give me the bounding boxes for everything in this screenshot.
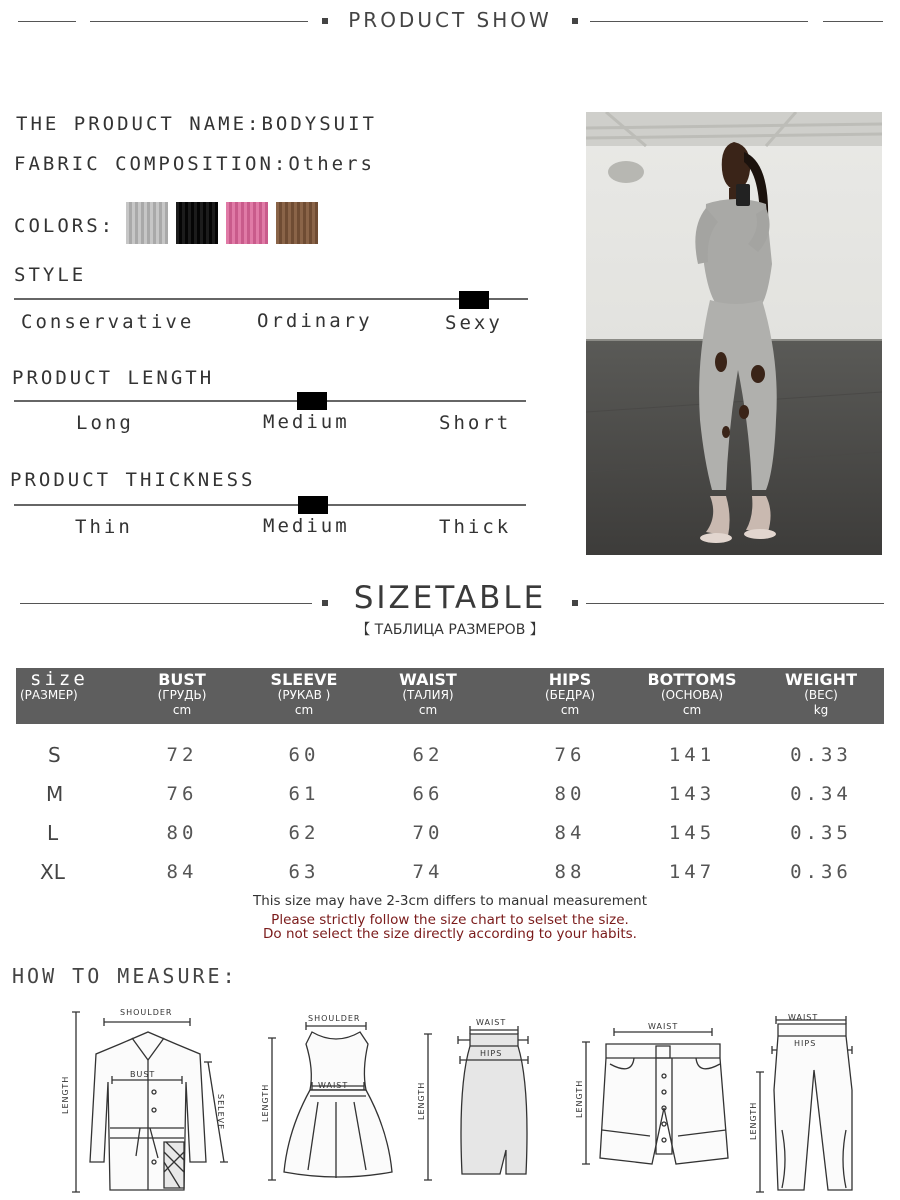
cell-sleeve: 60 [288, 744, 320, 766]
how-to-measure-title: HOW TO MEASURE: [12, 964, 238, 988]
model-photo-illustration [586, 112, 882, 555]
skirt-waist-label: WAIST [476, 1018, 507, 1027]
header-bottoms-sub: (ОСНОВА) [660, 688, 724, 702]
length-option-long: Long [76, 412, 134, 434]
thickness-title: PRODUCT THICKNESS [10, 469, 256, 491]
header-weight-unit: kg [813, 703, 829, 717]
style-title: STYLE [14, 264, 87, 286]
header-waist [342, 668, 514, 724]
header-hips-unit: cm [560, 703, 580, 717]
cell-hips: 80 [554, 782, 586, 805]
cell-size: S [48, 743, 61, 767]
fabric-value: Others [288, 153, 375, 175]
header-rule-left [18, 21, 76, 22]
warning-line-2: Do not select the size directly according to your habits. [263, 926, 637, 942]
header-waist-unit: cm [418, 703, 438, 717]
measurement-note: This size may have 2-3cm differs to manual measurement [252, 893, 648, 909]
sizetable-square-right [572, 600, 578, 606]
thickness-option-medium: Medium [263, 515, 350, 537]
length-scale-line [14, 400, 526, 402]
cell-size: L [47, 820, 59, 845]
product-photo [586, 112, 882, 555]
style-option-conservative: Conservative [21, 311, 195, 333]
cell-sleeve: 62 [288, 821, 320, 844]
skirt-hips-label: HIPS [480, 1049, 503, 1058]
cell-weight: 0.35 [790, 821, 852, 844]
pants-waist-label: WAIST [788, 1013, 819, 1022]
header-bottoms-unit: cm [682, 703, 702, 717]
cell-size: M [46, 781, 64, 806]
cell-bottoms: 143 [668, 782, 716, 805]
style-option-ordinary: Ordinary [257, 310, 373, 332]
cell-waist: 70 [412, 821, 444, 844]
sizetable-title: SIZETABLE [353, 580, 547, 616]
header-bust [98, 668, 266, 724]
header-bottoms-main: BOTTOMS [647, 670, 737, 689]
cell-bottoms: 147 [668, 860, 716, 883]
table-row [16, 774, 884, 813]
header-size [16, 668, 98, 724]
length-title: PRODUCT LENGTH [12, 367, 215, 389]
header-waist-sub: (ТАЛИЯ) [402, 688, 454, 702]
cell-hips: 88 [554, 860, 586, 883]
cell-weight: 0.33 [790, 744, 852, 766]
style-scale-line [14, 298, 528, 300]
shorts-waist-label: WAIST [648, 1022, 679, 1031]
skirt-length-label: LENGTH [417, 1081, 426, 1120]
cell-bust: 84 [166, 860, 198, 883]
length-marker [297, 392, 327, 410]
header-rule-left-long [90, 21, 308, 22]
jacket-measure-icon [58, 1002, 234, 1198]
color-swatch-pink[interactable] [226, 202, 268, 244]
thickness-option-thick: Thick [439, 516, 512, 538]
page-title: PRODUCT SHOW [348, 8, 552, 32]
cell-size: XL [40, 859, 65, 884]
header-size-main: size [30, 668, 88, 690]
sizetable-square-left [322, 600, 328, 606]
thickness-marker [298, 496, 328, 514]
cell-bust: 80 [166, 821, 198, 844]
cell-bust: 72 [166, 744, 198, 766]
thickness-option-thin: Thin [75, 516, 133, 538]
thickness-scale-line [14, 504, 526, 506]
header-sleeve [266, 668, 342, 724]
length-option-short: Short [439, 412, 512, 434]
sizetable-rule-left [20, 603, 312, 604]
dress-waist-label: WAIST [318, 1081, 349, 1090]
header-rule-right [823, 21, 883, 22]
colors-label: COLORS: [14, 215, 116, 237]
header-hips-sub: (БЕДРА) [545, 688, 595, 702]
jacket-shoulder-label: SHOULDER [120, 1008, 173, 1017]
fabric-label: FABRIC COMPOSITION: [14, 153, 289, 175]
header-bust-unit: cm [172, 703, 192, 717]
header-weight-main: WEIGHT [785, 670, 857, 689]
dress-length-label: LENGTH [261, 1083, 270, 1122]
table-row [16, 813, 884, 852]
header-bust-sub: (ГРУДЬ) [157, 688, 207, 702]
pants-measure-icon [748, 1010, 858, 1198]
cell-waist: 74 [412, 860, 444, 883]
color-swatch-black[interactable] [176, 202, 218, 244]
fabric-composition [14, 153, 375, 175]
header-square-right [572, 18, 578, 24]
skirt-measure-icon [414, 1016, 544, 1190]
header-sleeve-main: SLEEVE [270, 670, 338, 689]
header-rule-right-long [590, 21, 808, 22]
cell-bottoms: 145 [668, 821, 716, 844]
jacket-length-label: LENGTH [61, 1075, 70, 1114]
header-sleeve-unit: cm [294, 703, 314, 717]
cell-bust: 76 [166, 782, 198, 805]
table-row [16, 852, 884, 891]
header-bust-main: BUST [158, 670, 206, 689]
header-waist-main: WAIST [399, 670, 457, 689]
header-sleeve-sub: (РУКАВ ) [277, 688, 331, 702]
cell-hips: 76 [554, 744, 586, 766]
shorts-measure-icon [572, 1018, 732, 1174]
cell-waist: 66 [412, 782, 444, 805]
size-table-header [16, 668, 884, 724]
warning-line-1: Please strictly follow the size chart to selset the size. [271, 912, 629, 928]
header-size-sub: (РАЗМЕР) [20, 688, 78, 702]
size-table [16, 668, 884, 891]
dress-measure-icon [258, 1010, 398, 1186]
length-option-medium: Medium [263, 411, 350, 433]
product-name: THE PRODUCT NAME:BODYSUIT [16, 113, 377, 135]
pants-length-label: LENGTH [749, 1101, 758, 1140]
cell-sleeve: 61 [288, 782, 320, 805]
header-hips [514, 668, 626, 724]
cell-weight: 0.34 [790, 782, 852, 805]
dress-shoulder-label: SHOULDER [308, 1014, 361, 1023]
sizetable-subtitle: 【 ТАБЛИЦА РАЗМЕРОВ 】 [356, 622, 544, 638]
header-bottoms [626, 668, 758, 724]
cell-sleeve: 63 [288, 860, 320, 883]
style-option-sexy: Sexy [445, 312, 503, 334]
shorts-length-label: LENGTH [575, 1079, 584, 1118]
cell-weight: 0.36 [790, 860, 852, 883]
pants-hips-label: HIPS [794, 1039, 817, 1048]
header-weight-sub: (ВЕС) [804, 688, 838, 702]
color-swatch-brown[interactable] [276, 202, 318, 244]
style-marker [459, 291, 489, 309]
cell-hips: 84 [554, 821, 586, 844]
table-row [16, 724, 884, 774]
header-square-left [322, 18, 328, 24]
cell-waist: 62 [412, 744, 444, 766]
header-weight [758, 668, 884, 724]
jacket-bust-label: BUST [130, 1070, 156, 1079]
header-hips-main: HIPS [548, 670, 592, 689]
color-swatch-gray[interactable] [126, 202, 168, 244]
cell-bottoms: 141 [668, 744, 716, 766]
sizetable-rule-right [586, 603, 884, 604]
jacket-sleeve-label: SELEVE [216, 1094, 225, 1131]
